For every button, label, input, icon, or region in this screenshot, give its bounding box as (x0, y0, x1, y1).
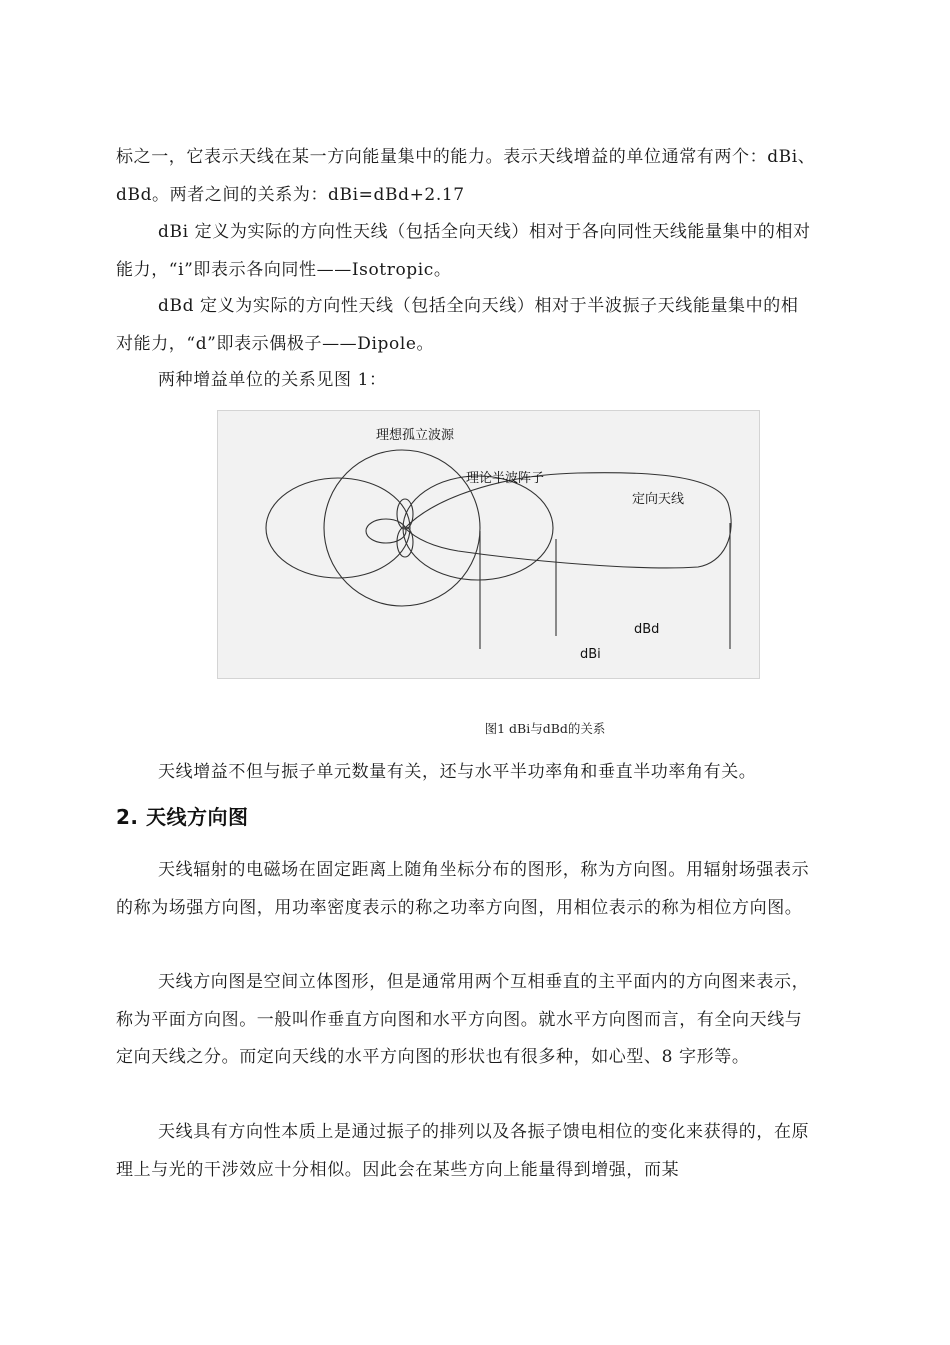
paragraph-figure-reference: 两种增益单位的关系见图 1： (158, 370, 387, 390)
dipole-lobe-right (403, 476, 553, 580)
label-dbi: dBi (580, 647, 601, 662)
label-dbd: dBd (634, 622, 660, 637)
figure-caption: 图1 dBi与dBd的关系 (484, 721, 606, 736)
radiation-pattern-diagram (218, 411, 761, 680)
paragraph-pattern-definition: 天线辐射的电磁场在固定距离上随角坐标分布的图形，称为方向图。用辐射场强表示的称为场强方向图，用功率密度表示的称之功率方向图，用相位表示的称为相位方向图。 (116, 860, 810, 918)
paragraph-plane-patterns: 天线方向图是空间立体图形，但是通常用两个互相垂直的主平面内的方向图来表示，称为平面方向图。一般叫作垂直方向图和水平方向图。就水平方向图而言，有全向天线与定向天线之分。而定向天线的水平方向图的形状也有很多种，如心型、8 字形等。 (116, 972, 810, 1067)
gain-relationship-figure (217, 410, 760, 679)
label-half-wave-dipole: 理论半波阵子 (466, 471, 545, 486)
dipole-lobe-left (266, 478, 410, 578)
label-isotropic-source: 理想孤立波源 (376, 428, 455, 443)
paragraph-gain-factors: 天线增益不但与振子单元数量有关，还与水平半功率角和垂直半功率角有关。 (158, 762, 757, 782)
paragraph-dbi-definition: dBi 定义为实际的方向性天线（包括全向天线）相对于各向同性天线能量集中的相对能力，“i”即表示各向同性——Isotropic。 (116, 222, 811, 280)
paragraph-gain-intro: 标之一，它表示天线在某一方向能量集中的能力。表示天线增益的单位通常有两个：dBi、dBd。两者之间的关系为：dBi=dBd+2.17 (116, 147, 816, 205)
label-directional-antenna: 定向天线 (632, 492, 685, 507)
paragraph-dbd-definition: dBd 定义为实际的方向性天线（包括全向天线）相对于半波振子天线能量集中的相对能力，“d”即表示偶极子——Dipole。 (116, 296, 799, 354)
section-heading: 2. 天线方向图 (116, 805, 249, 829)
paragraph-directivity-principle: 天线具有方向性本质上是通过振子的排列以及各振子馈电相位的变化来获得的，在原理上与光的干涉效应十分相似。因此会在某些方向上能量得到增强，而某 (116, 1122, 810, 1180)
directional-main-lobe (405, 473, 731, 568)
